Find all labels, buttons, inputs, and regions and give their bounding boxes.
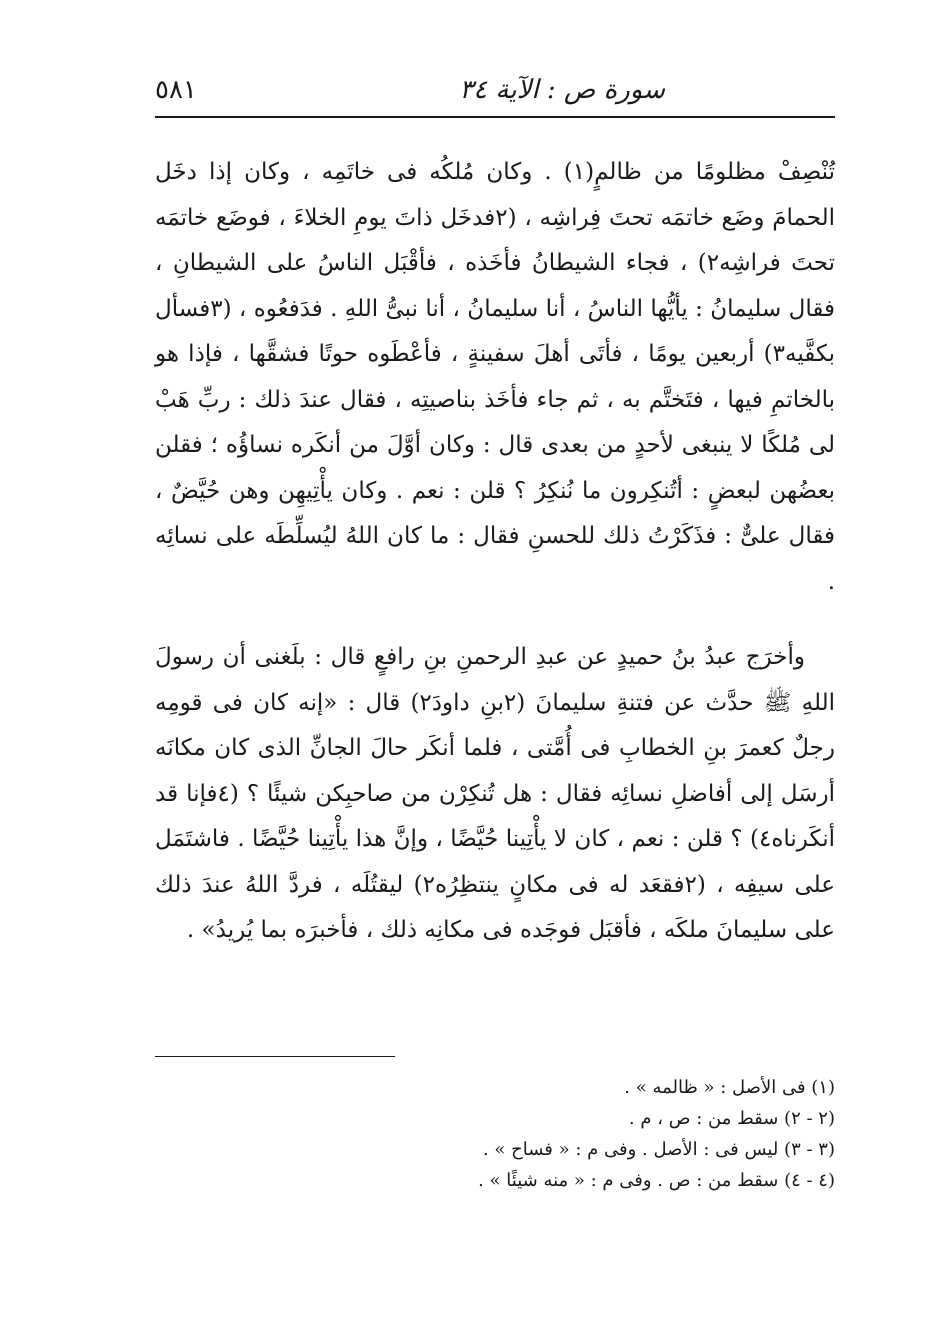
footnote: (١) فى الأصل : « ظالمه » . — [624, 1077, 835, 1098]
footnote-divider — [155, 1056, 395, 1057]
footnote: (٢ - ٢) سقط من : ص ، م . — [628, 1108, 835, 1129]
header-divider — [155, 116, 835, 118]
page-number: ٥٨١ — [155, 75, 197, 105]
footnote: (٣ - ٣) ليس فى : الأصل . وفى م : « فساح » . — [482, 1139, 835, 1160]
book-page — [155, 0, 835, 1340]
page-header — [155, 70, 835, 110]
paragraph: تُنْصِفْ مظلومًا من ظالمٍ(١) . وكان مُلكُه فى خاتَمِه ، وكان إذا دخَل الحمامَ وضَع خاتمَه تحتَ فِراشِه ، (٢فدخَل ذاتَ يومِ الخلاءَ ، فوضَع خاتمَه تحتَ فراشِه٢) ، فجاء الشيطانُ فأخَذه ، فأقْبَل الناسُ على الشيطانِ ، فقال سليمانُ : يأيُّها الناسُ ، أنا سليمانُ ، أنا نبىُّ اللهِ . فدَفعُوه ، (٣فسأل بكفَّيه٣) أربعين يومًا ، فأتَى أهلَ سفينةٍ ، فأعْطَوه حوتًا فشقَّها ، فإذا هو بالخاتمِ فيها ، فتَختَّم به ، ثم جاء فأخَذ بناصيتِه ، فقال عندَ ذلك : ربِّ هَبْ لى مُلكًا لا ينبغى لأحدٍ من بعدى قال : وكان أوَّلَ من أنكَره نساؤُه ؛ فقلن بعضُهن لبعضٍ : أتُنكِرون ما نُنكِرُ ؟ قلن : نعم . وكان يأْتِيهِن وهن حُيَّضٌ ، فقال علىٌّ : فذَكَرْتُ ذلك للحسنِ فقال : ما كان اللهُ ليُسلِّطَه على نسائِه . — [155, 159, 835, 595]
main-text — [155, 150, 835, 954]
paragraph: وأخرَج عبدُ بنُ حميدٍ عن عبدِ الرحمنِ بنِ رافعٍ قال : بلَغنى أن رسولَ اللهِ ﷺ حدَّث عن فتنةِ سليمانَ (٢بنِ داودَ٢) قال : «إنه كان فى قومِه رجلٌ كعمرَ بنِ الخطابِ فى أُمَّتى ، فلما أنكَر حالَ الجانِّ الذى كان مكانَه أرسَل إلى أفاضلِ نسائِه فقال : هل تُنكِرْن من صاحبِكن شيئًا ؟ (٤فإنا قد أنكَرناه٤) ؟ قلن : نعم ، كان لا يأْتِينا حُيَّضًا ، وإنَّ هذا يأْتِينا حُيَّضًا . فاشتَمَل على سيفِه ، (٢فقعَد له فى مكانٍ ينتظِرُه٢) ليقتُلَه ، فردَّ اللهُ عندَ ذلك على سليمانَ ملكَه ، فأقبَل فوجَده فى مكانِه ذلك ، فأخبرَه بما يُريدُ» . — [155, 644, 836, 943]
running-title: سورة ص : الآية ٣٤ — [459, 75, 665, 105]
footnote: (٤ - ٤) سقط من : ص . وفى م : « منه شيئًا » . — [478, 1170, 835, 1191]
footnotes — [155, 1072, 835, 1196]
